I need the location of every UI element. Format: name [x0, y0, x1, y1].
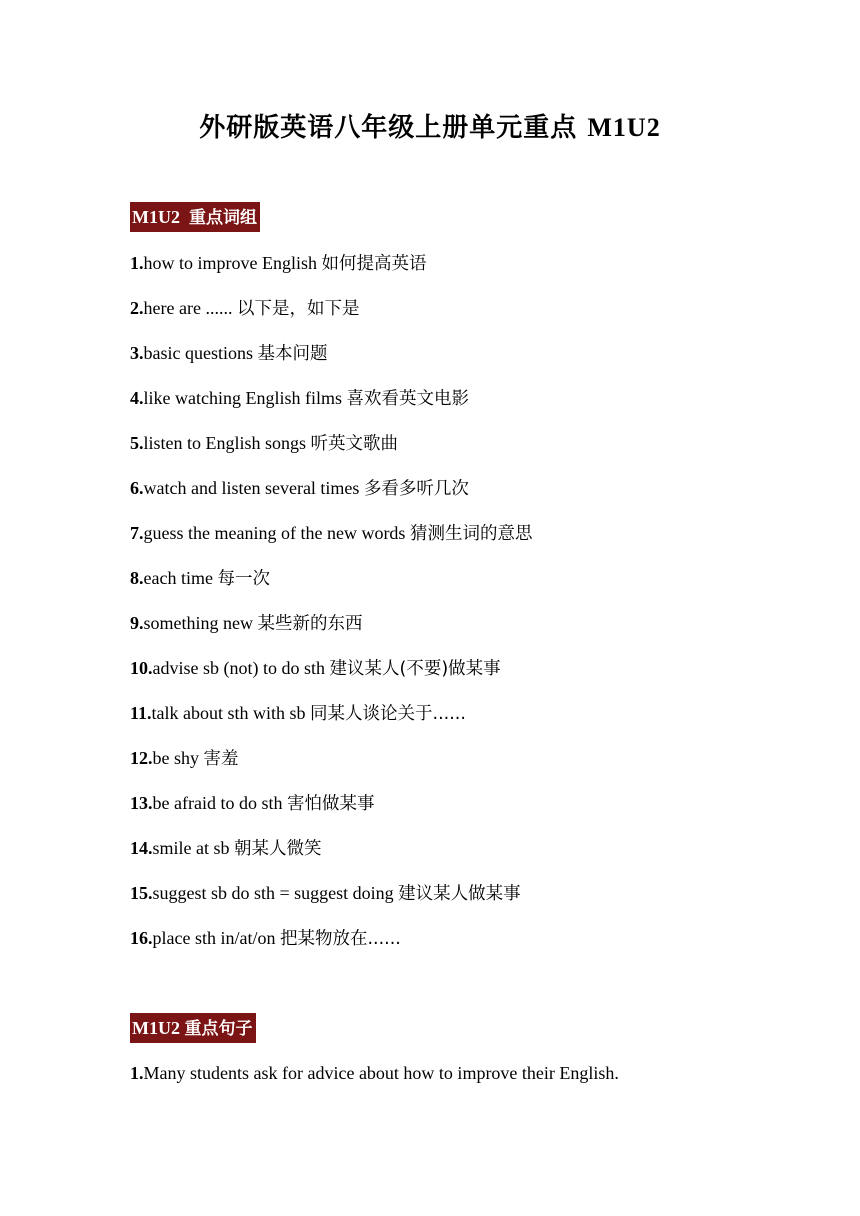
item-chinese: 以下是，如下是: [236, 299, 360, 319]
item-english: how to improve English: [143, 253, 322, 273]
phrase-item-1: [130, 250, 427, 277]
phrase-item-16: [130, 925, 401, 952]
item-chinese: 每一次: [217, 569, 270, 589]
item-english: be shy: [152, 748, 204, 768]
phrase-item-11: [130, 700, 466, 727]
item-number: 3.: [130, 343, 144, 363]
phrase-item-14: [130, 835, 322, 862]
item-english: advise sb (not) to do sth: [152, 658, 330, 678]
item-english: talk about sth with sb: [151, 703, 311, 723]
page-title-chinese: 外研版英语八年级上册单元重点: [199, 113, 578, 143]
item-english: like watching English films: [143, 388, 347, 408]
phrase-item-4: [130, 385, 469, 412]
sentences-heading-text: 重点句子: [184, 1019, 253, 1039]
item-number: 10.: [130, 658, 153, 678]
item-chinese: 建议某人做某事: [398, 884, 521, 904]
item-number: 1.: [130, 253, 144, 273]
item-english: Many students ask for advice about how to improve their English.: [143, 1063, 619, 1083]
item-chinese: 猜测生词的意思: [409, 524, 533, 544]
item-number: 13.: [130, 793, 153, 813]
phrase-item-8: [130, 565, 270, 592]
item-english: basic questions: [143, 343, 258, 363]
page-title: [0, 112, 860, 144]
phrase-item-3: [130, 340, 328, 367]
item-chinese: 如何提高英语: [321, 254, 427, 274]
phrase-item-7: [130, 520, 532, 547]
phrase-item-9: [130, 610, 363, 637]
item-chinese: 某些新的东西: [257, 614, 363, 634]
item-number: 9.: [130, 613, 144, 633]
item-number: 8.: [130, 568, 144, 588]
item-chinese: 喜欢看英文电影: [346, 389, 469, 409]
item-number: 2.: [130, 298, 144, 318]
item-english: listen to English songs: [143, 433, 311, 453]
phrase-item-2: [130, 295, 359, 322]
sentences-heading-code: M1U2: [132, 1018, 180, 1038]
item-chinese: 同某人谈论关于......: [310, 704, 466, 724]
item-chinese: 害怕做某事: [286, 794, 375, 814]
phrases-heading-code: M1U2: [132, 207, 180, 227]
sentences-section-heading: [130, 1013, 256, 1043]
item-chinese: 建议某人(不要)做某事: [329, 659, 501, 679]
item-english: place sth in/at/on: [152, 928, 280, 948]
page-title-code: M1U2: [587, 113, 661, 142]
item-english: something new: [143, 613, 258, 633]
item-english: guess the meaning of the new words: [143, 523, 410, 543]
phrase-item-13: [130, 790, 374, 817]
phrase-item-12: [130, 745, 239, 772]
phrases-heading-text: 重点词组: [189, 208, 257, 228]
item-number: 1.: [130, 1063, 144, 1083]
item-number: 16.: [130, 928, 153, 948]
item-number: 14.: [130, 838, 153, 858]
phrase-item-15: [130, 880, 521, 907]
phrases-section-heading: [130, 202, 260, 232]
item-number: 7.: [130, 523, 144, 543]
item-number: 6.: [130, 478, 144, 498]
item-english: smile at sb: [152, 838, 234, 858]
item-english: suggest sb do sth = suggest doing: [152, 883, 399, 903]
phrase-item-6: [130, 475, 469, 502]
item-number: 5.: [130, 433, 144, 453]
phrase-item-5: [130, 430, 398, 457]
item-number: 4.: [130, 388, 144, 408]
item-english: here are ......: [143, 298, 237, 318]
sentence-item-1: [130, 1060, 619, 1087]
item-chinese: 朝某人微笑: [234, 839, 322, 859]
item-english: be afraid to do sth: [152, 793, 287, 813]
item-number: 12.: [130, 748, 153, 768]
item-number: 11.: [130, 703, 152, 723]
item-english: each time: [143, 568, 218, 588]
item-chinese: 听英文歌曲: [310, 434, 399, 454]
item-chinese: 把某物放在......: [279, 929, 401, 949]
item-chinese: 害羞: [203, 749, 239, 769]
item-chinese: 多看多听几次: [363, 479, 469, 499]
item-chinese: 基本问题: [257, 344, 328, 364]
phrase-item-10: [130, 655, 501, 682]
item-number: 15.: [130, 883, 153, 903]
item-english: watch and listen several times: [143, 478, 364, 498]
